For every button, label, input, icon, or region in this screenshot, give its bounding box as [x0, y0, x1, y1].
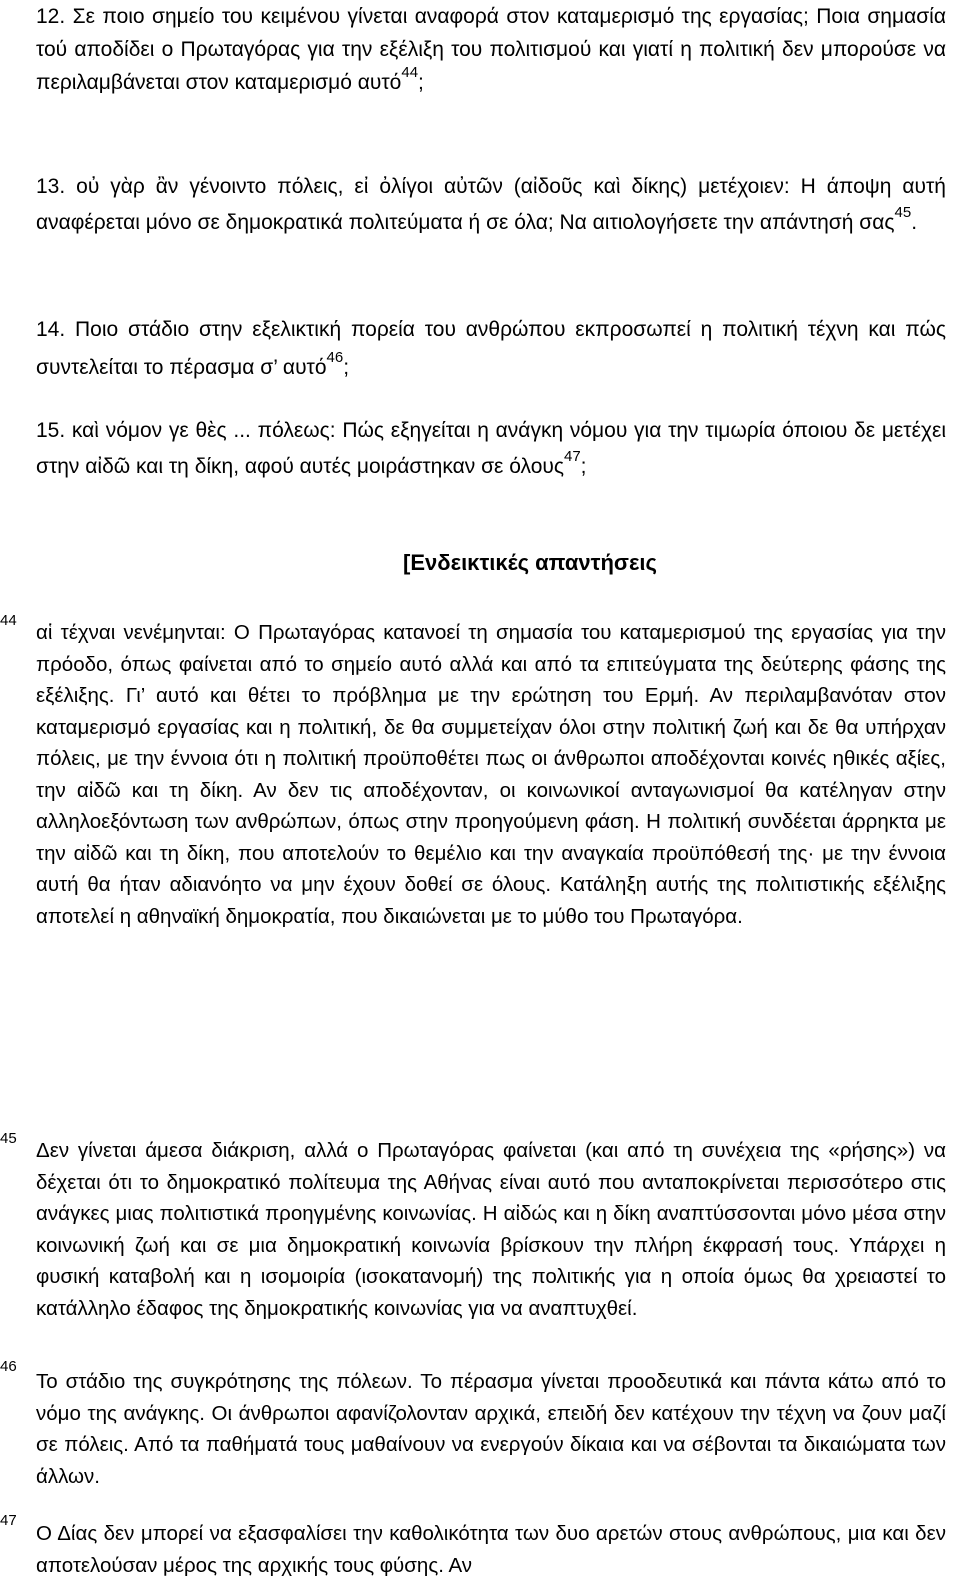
question-end: ;: [418, 71, 424, 94]
question-text: 15. καὶ νόμον γε θὲς ... πόλεως: Πώς εξηγείται η ανάγκη νόμου για την τιμωρία όποιου δε μετέχει στην αἰδῶ και τη δίκη, αφού αυτές μοιράστηκαν σε όλους: [36, 419, 946, 478]
question-12: [36, 0, 946, 99]
answer-47: Ο Δίας δεν μπορεί να εξασφαλίσει την καθολικότητα των δυο αρετών στους ανθρώπους, μια και δεν αποτελούσαν μέρος της αρχικής τους φύσης. Αν: [36, 1522, 946, 1577]
footnote-ref[interactable]: 46: [326, 349, 344, 366]
answer-number: 44: [0, 612, 17, 629]
question-end: .: [911, 211, 918, 234]
question-14: [36, 311, 946, 387]
question-text: 14. Ποιο στάδιο στην εξελικτική πορεία του ανθρώπου εκπροσωπεί η πολιτική τέχνη και πώς συντελείται το πέρασμα σ’ αυτό: [36, 318, 946, 379]
answers-heading: [Ενδεικτικές απαντήσεις: [403, 550, 657, 575]
question-end: ;: [580, 455, 587, 478]
footnote-ref[interactable]: 45: [894, 204, 912, 221]
answer-44: αἱ τέχναι νενέμηνται: Ο Πρωταγόρας κατανοεί τη σημασία του καταμερισμού της εργασίας για την πρόοδο, όπως φαίνεται από το σημείο αυτό αλλά και από τα επιτεύγματα της δεύτερης φάσης της εξέλιξης. Γι’ αυτό και θέτει το πρόβλημα με την ερώτηση του Ερμή. Αν περιλαμβανόταν στον καταμερισμό εργασίας και η πολιτική, δε θα συμμετείχαν όλοι στην πολιτική ζωή και δε θα υπήρχαν πόλεις, με την έννοια ότι η πολιτική προϋποθέτει πως οι άνθρωποι αποδέχονται κοινές ηθικές αξίες, την αἰδῶ και τη δίκη. Αν δεν τις αποδέχονταν, οι κοινωνικοί ανταγωνισμοί θα κατέληγαν στην αλληλοεξόντωση των ανθρώπων, όπως στην προηγούμενη φάση. Η πολιτική συνδέεται άρρηκτα με την αἰδῶ και τη δίκη, που αποτελούν το θεμέλιο και την αναγκαία προϋπόθεσή της· με την έννοια αυτή θα ήταν αδιανόητο να μην έχουν δοθεί σε όλους. Κατάληξη αυτής της πολιτιστικής εξέλιξης αποτελεί η αθηναϊκή δημοκρατία, που δικαιώνεται με το μύθο του Πρωταγόρα.: [36, 621, 946, 928]
answer-number: 45: [0, 1130, 17, 1147]
footnote-ref[interactable]: 44: [401, 64, 419, 81]
answer-45: Δεν γίνεται άμεσα διάκριση, αλλά ο Πρωταγόρας φαίνεται (και από τη συνέχεια της «ρήσης») να δέχεται ότι το δημοκρατικό πολίτευμα της Αθήνας είναι αυτό που ανταποκρίνεται περισσότερο στις ανάγκες μιας πολιτιστικά προηγμένης κοινωνίας. Η αἰδώς και η δίκη αναπτύσσονται μόνο μέσα στην κοινωνική ζωή και σε μια δημοκρατική κοινωνία βρίσκουν την πλήρη έκφρασή τους. Υπάρχει η φυσική καταβολή και η ισομοιρία (ισοκατανομή) της πολιτικής για η οποία όμως θα χρειαστεί το κατάλληλο έδαφος της δημοκρατικής κοινωνίας για να αναπτυχθεί.: [36, 1139, 946, 1320]
question-15: [36, 413, 946, 485]
question-text: 12. Σε ποιο σημείο του κειμένου γίνεται αναφορά στον καταμερισμό της εργασίας; Ποια σημασία τού αποδίδει ο Πρωταγόρας για την εξέλιξη του πολιτισμού και γιατί η πολιτική δεν μπορούσε να περιλαμβάνεται στον καταμερισμό αυτό: [36, 5, 946, 94]
answer-number: 46: [0, 1358, 17, 1375]
answer-46: Το στάδιο της συγκρότησης της πόλεων. Το πέρασμα γίνεται προοδευτικά και πάντα κάτω από το νόμο της ανάγκης. Οι άνθρωποι αφανίζολονταν αρχικά, επειδή δεν κατέχουν την τέχνη να ζουν μαζί σε πόλεις. Από τα παθήματά τους μαθαίνουν να ενεργούν δίκαια και να σέβονται τα δικαιώματα των άλλων.: [36, 1370, 946, 1488]
footnote-ref[interactable]: 47: [563, 448, 581, 465]
answer-number: 47: [0, 1512, 17, 1529]
question-13: [36, 169, 946, 241]
question-text: 13. οὐ γὰρ ἂν γένοιντο πόλεις, εἰ ὀλίγοι αὐτῶν (αἰδοῦς καὶ δίκης) μετέχοιεν: Η άποψη αυτή αναφέρεται μόνο σε δημοκρατικά πολιτεύματα ή σε όλα; Να αιτιολογήσετε την απάντησή σας: [36, 175, 946, 234]
question-end: ;: [343, 356, 350, 379]
